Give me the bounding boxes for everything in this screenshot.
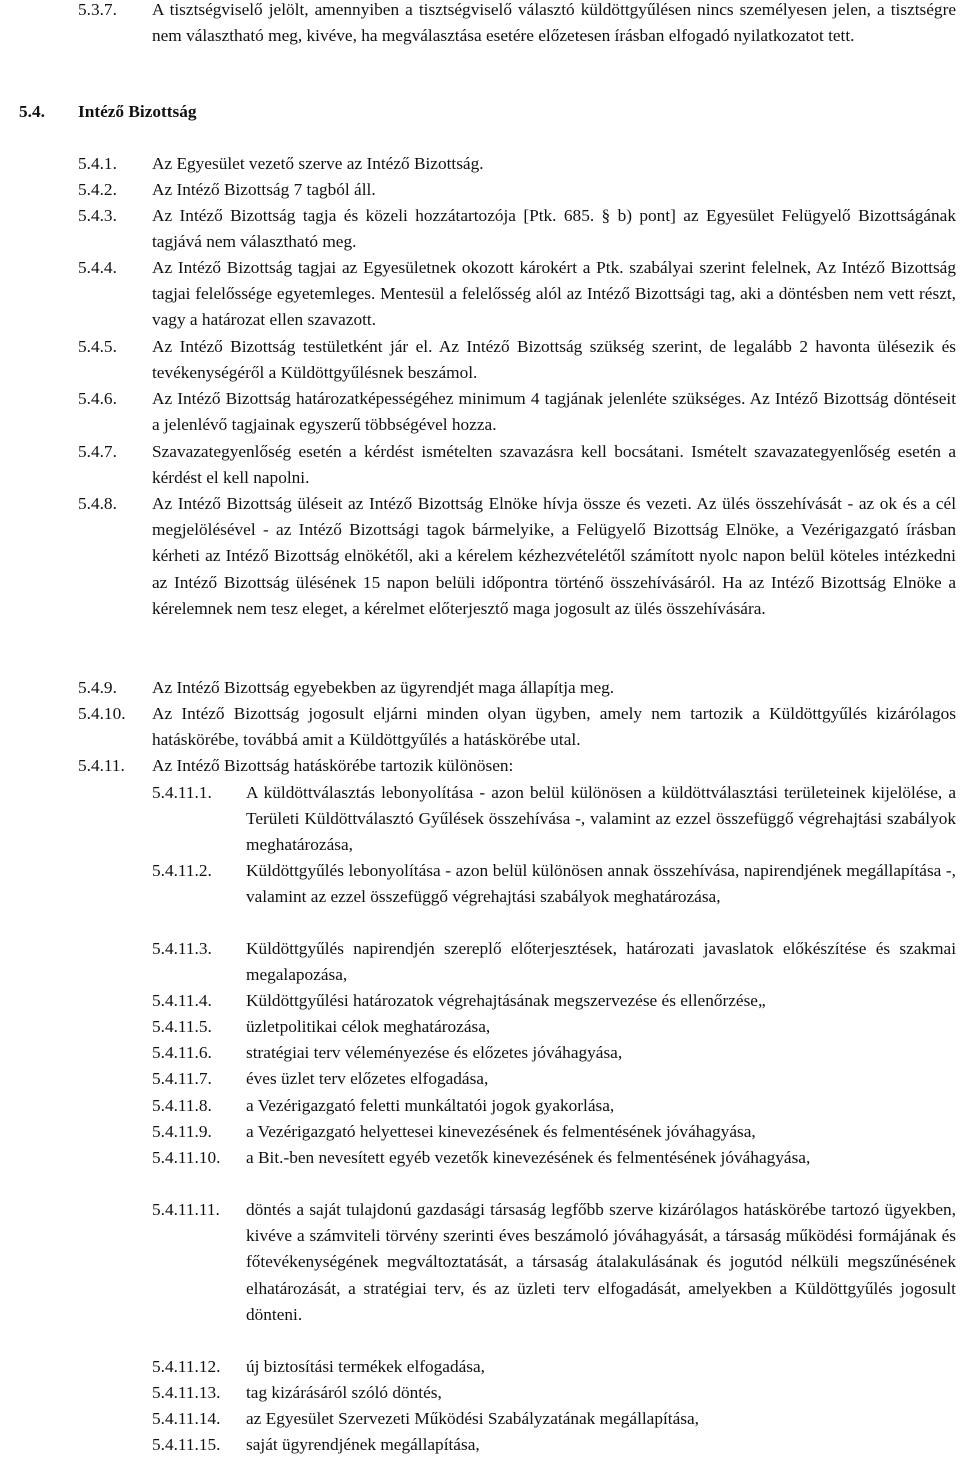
clause-number: 5.4.11.8. xyxy=(152,1096,212,1115)
clause-text: Szavazategyenlőség esetén a kérdést ismételten szavazásra kell bocsátani. Ismételt szavazategyenlőség esetén a kérdést el kell napolni. xyxy=(152,442,956,488)
clause-number: 5.4.11.4. xyxy=(152,991,212,1010)
clause-number: 5.4.11.5. xyxy=(152,1017,212,1036)
clause-text: Az Intéző Bizottság tagja és közeli hozzátartozója [Ptk. 685. § b) pont] az Egyesület Felügyelő Bizottságának tagjává nem választható meg. xyxy=(152,206,956,252)
clause-text: éves üzlet terv előzetes elfogadása, xyxy=(246,1069,489,1088)
clause-number: 5.4.11.10. xyxy=(152,1148,221,1167)
clause-text: a Vezérigazgató helyettesei kinevezésének és felmentésének jóváhagyása, xyxy=(246,1122,756,1141)
clause-number: 5.4.11.12. xyxy=(152,1357,221,1376)
clause-text: A tisztségviselő jelölt, amennyiben a tisztségviselő választó küldöttgyűlésen nincs személyesen jelen, a tisztségre nem választható meg, kivéve, ha megválasztása esetére előzetesen írásban elfogadó nyilatkozatot tett. xyxy=(152,0,956,46)
clause-number: 5.4.11.15. xyxy=(152,1435,221,1454)
clause-text: Az Intéző Bizottság üléseit az Intéző Bizottság Elnöke hívja össze és vezeti. Az ülés összehívását - az ok és a cél megjelölésével - az Intéző Bizottsági tagok bármelyike, a Felügyelő Bizottság Elnöke, a Vezérigazgató írásban kérheti az Intéző Bizottság elnökétől, aki a kérelem kézhezvételétől számított nyolc napon belül köteles intézkedni az Intéző Bizottság ülésének 15 napon belüli időpontra történő összehívásáról. Ha az Intéző Bizottság Elnöke a kérelemnek nem tesz eleget, a kérelmet előterjesztő maga jogosult az ülés összehívására. xyxy=(152,494,956,618)
clause-number: 5.4.11. xyxy=(78,756,125,775)
section-number: 5.4. xyxy=(19,102,45,121)
clause-number: 5.4.11.6. xyxy=(152,1043,212,1062)
clause-number: 5.4.11.3. xyxy=(152,939,212,958)
clause-text: Küldöttgyűlési határozatok végrehajtásának megszervezése és ellenőrzése„ xyxy=(246,991,766,1010)
clause-text: A küldöttválasztás lebonyolítása - azon belül különösen a küldöttválasztási területeinek kijelölése, a Területi Küldöttválasztó Gyűlések összehívása -, valamint az ezzel összefüggő végrehajtási szabályok meghatározása, xyxy=(246,783,956,855)
clause-text: Az Intéző Bizottság határozatképességéhez minimum 4 tagjának jelenléte szükséges. Az Intéző Bizottság döntéseit a jelenlévő tagjainak egyszerű többségével hozza. xyxy=(152,389,956,435)
clause-text: Az Intéző Bizottság hatáskörébe tartozik különösen: xyxy=(152,756,514,775)
clause-number: 5.3.7. xyxy=(78,0,117,19)
clause-text: saját ügyrendjének megállapítása, xyxy=(246,1435,480,1454)
clause-text: tag kizárásáról szóló döntés, xyxy=(246,1383,442,1402)
clause-text: Az Egyesület vezető szerve az Intéző Bizottság. xyxy=(152,154,484,173)
clause-text: új biztosítási termékek elfogadása, xyxy=(246,1357,485,1376)
clause-text: stratégiai terv véleményezése és előzetes jóváhagyása, xyxy=(246,1043,623,1062)
clause-number: 5.4.6. xyxy=(78,389,117,408)
clause-number: 5.4.1. xyxy=(78,154,117,173)
clause-number: 5.4.11.14. xyxy=(152,1409,221,1428)
clause-number: 5.4.9. xyxy=(78,678,117,697)
clause-text: üzletpolitikai célok meghatározása, xyxy=(246,1017,491,1036)
clause-number: 5.4.7. xyxy=(78,442,117,461)
clause-text: döntés a saját tulajdonú gazdasági társaság legfőbb szerve kizárólagos hatáskörébe tartozó ügyekben, kivéve a számviteli törvény szerinti éves beszámoló jóváhagyását, a társaság működési formájának és főtevékenységének megváltoztatását, a társaság átalakulásának és jogutód nélküli megszűnésének elhatározását, a stratégiai terv, és az üzleti terv elfogadását, amelyekben a Küldöttgyűlés jogosult dönteni. xyxy=(246,1200,956,1324)
clause-number: 5.4.11.9. xyxy=(152,1122,212,1141)
clause-text: a Vezérigazgató feletti munkáltatói jogok gyakorlása, xyxy=(246,1096,615,1115)
clause-number: 5.4.11.7. xyxy=(152,1069,212,1088)
clause-text: Az Intéző Bizottság 7 tagból áll. xyxy=(152,180,376,199)
clause-text: a Bit.-ben nevesített egyéb vezetők kinevezésének és felmentésének jóváhagyása, xyxy=(246,1148,811,1167)
clause-text: Az Intéző Bizottság tagjai az Egyesületnek okozott károkért a Ptk. szabályai szerint felelnek, Az Intéző Bizottság tagjai felelőssége egyetemleges. Mentesül a felelősség alól az Intéző Bizottsági tag, aki a döntésben nem vett részt, vagy a határozat ellen szavazott. xyxy=(152,258,956,330)
clause-number: 5.4.4. xyxy=(78,258,117,277)
clause-number: 5.4.5. xyxy=(78,337,117,356)
clause-text: Küldöttgyűlés lebonyolítása - azon belül különösen annak összehívása, napirendjének megállapítása -, valamint az ezzel összefüggő végrehajtási szabályok meghatározása, xyxy=(246,861,956,907)
section-title: Intéző Bizottság xyxy=(78,102,197,121)
clause-text: Az Intéző Bizottság jogosult eljárni minden olyan ügyben, amely nem tartozik a Küldöttgyűlés kizárólagos hatáskörébe, továbbá amit a Küldöttgyűlés a hatáskörébe utal. xyxy=(152,704,956,750)
clause-text: az Egyesület Szervezeti Működési Szabályzatának megállapítása, xyxy=(246,1409,699,1428)
clause-number: 5.4.2. xyxy=(78,180,117,199)
clause-text: Küldöttgyűlés napirendjén szereplő előterjesztések, határozati javaslatok előkészítése és szakmai megalapozása, xyxy=(246,939,956,985)
clause-text: Az Intéző Bizottság testületként jár el. Az Intéző Bizottság szükség szerint, de legalább 2 havonta ülésezik és tevékenységéről a Küldöttgyűlésnek beszámol. xyxy=(152,337,956,383)
clause-number: 5.4.11.13. xyxy=(152,1383,221,1402)
clause-number: 5.4.11.2. xyxy=(152,861,212,880)
clause-number: 5.4.11.1. xyxy=(152,783,212,802)
clause-number: 5.4.10. xyxy=(78,704,126,723)
clause-number: 5.4.3. xyxy=(78,206,117,225)
clause-number: 5.4.11.11. xyxy=(152,1200,220,1219)
clause-number: 5.4.8. xyxy=(78,494,117,513)
clause-text: Az Intéző Bizottság egyebekben az ügyrendjét maga állapítja meg. xyxy=(152,678,615,697)
